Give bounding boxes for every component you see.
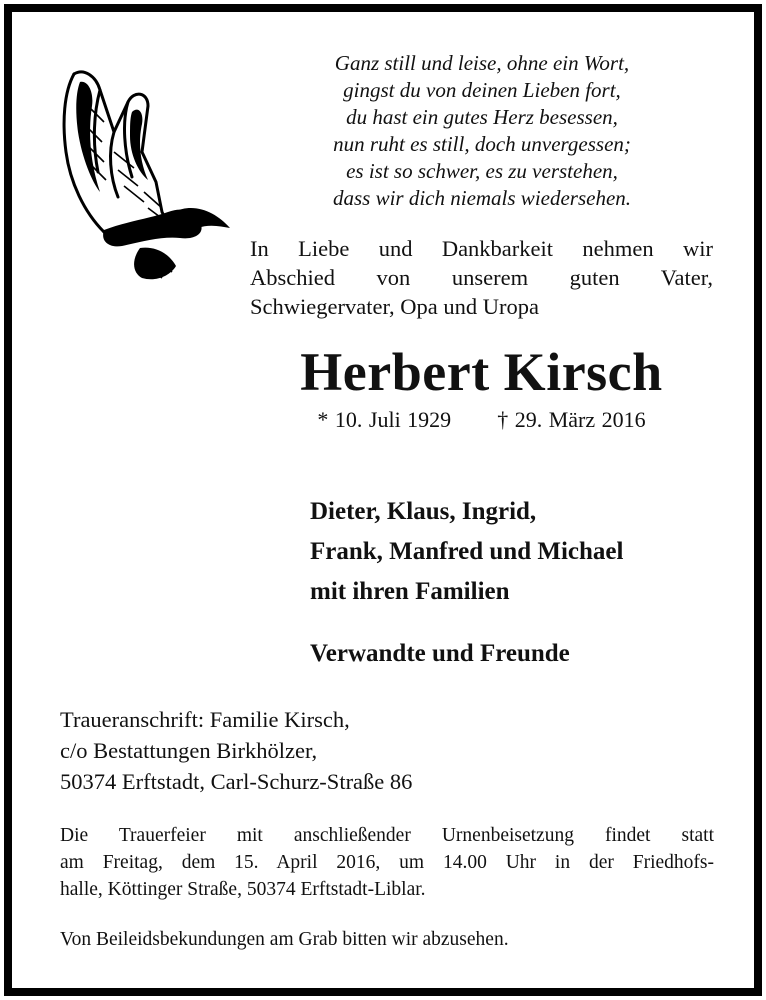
address-line: 50374 Erftstadt, Carl-Schurz-Straße 86 [60,769,413,794]
ceremony-line: am Freitag, dem 15. April 2016, um 14.00 Uhr in der Friedhofs- [60,852,714,873]
deceased-name: Herbert Kirsch [300,342,663,402]
relatives-line: Verwandte und Freunde [310,640,570,667]
intro-text [250,234,713,321]
praying-hands-icon [44,62,234,302]
poem [262,50,702,212]
poem-line: Ganz still und leise, ohne ein Wort, [334,51,630,75]
birth-date: * 10. Juli 1929 [317,407,452,432]
ceremony-notice [60,822,714,903]
poem-line: gingst du von deinen Lieben fort, [343,78,621,102]
address-line: c/o Bestattungen Birkhölzer, [60,738,318,763]
family-line: mit ihren Familien [310,578,510,605]
family-list [310,492,730,612]
poem-line: dass wir dich niemals wiedersehen. [332,186,632,210]
death-date: † 29. März 2016 [497,407,646,432]
ceremony-line: halle, Köttinger Straße, 50374 Erftstadt-Liblar. [60,879,426,900]
intro-line: Abschied von unserem guten Vater, [250,265,713,290]
poem-line: es ist so schwer, es zu verstehen, [346,159,618,183]
intro-line: Schwiegervater, Opa und Uropa [250,294,539,319]
poem-line: nun ruht es still, doch unvergessen; [333,132,631,156]
mourning-address [60,704,700,797]
family-line: Frank, Manfred und Michael [310,538,624,565]
poem-line: du hast ein gutes Herz besessen, [346,105,618,129]
ceremony-line: Die Trauerfeier mit anschließender Urnenbeisetzung findet statt [60,825,714,846]
intro-line: In Liebe und Dankbarkeit nehmen wir [250,236,713,261]
condolence-note: Von Beileidsbekundungen am Grab bitten wir abzusehen. [60,929,509,950]
family-line: Dieter, Klaus, Ingrid, [310,498,537,525]
address-line: Traueranschrift: Familie Kirsch, [60,707,350,732]
life-dates [250,406,713,434]
